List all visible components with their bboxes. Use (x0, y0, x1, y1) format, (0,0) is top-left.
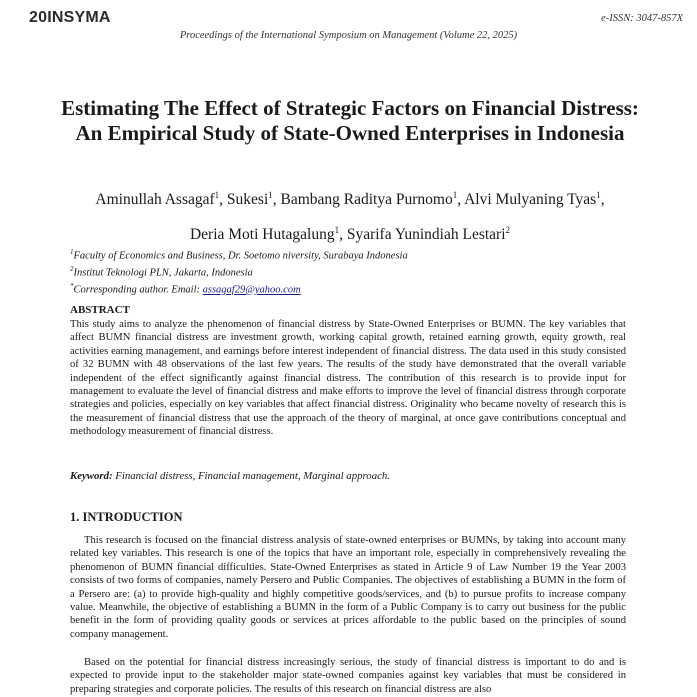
author-name: Syarifa Yunindiah Lestari (346, 226, 506, 244)
author-name: Sukesi (226, 191, 269, 209)
paragraph: This research is focused on the financial distress analysis of state-owned enterprises or BUMNs, by taking into account many related key variables. This research is one of the topics that have an important role, especially in comprehensively revealing the phenomenon of BUMN financial difficulties. State-Owned Enterprises as stated in Article 9 of Law Number 19 the Year 2003 consists of two forms of companies, namely Persero and Public Companies. The objectives of establishing a BUMN in the form of a Persero are: (a) to provide high-quality and highly competitive goods/services, and (b) to pursue profits to increase company value. Meanwhile, the objective of establishing a BUMN in the form of a Public Company is to carry out business for the public benefit in the form of providing quality goods or services at prices affordable to the public based on the principles of sound company management. (70, 535, 626, 640)
section-heading-introduction: 1. INTRODUCTION (70, 510, 183, 524)
abstract-body: This study aims to analyze the phenomenon of financial distress by State-Owned Enterprises or BUMN. The key variables that affect BUMN financial distress are investment growth, working capital growth, retained earning growth, equity growth, real activities earning management, and earnings before interest independent of financial distress. The data used in this study consisted of 32 BUMN with 48 observations of the last few years. The results of the study have demonstrated that the overall variable independent of the effect significantly against financial distress. The contribution of this research is to provide input for management to evaluate the level of financial distress and make efforts to improve the level of financial distress through corporate strategies and policies, especially on key variables that affect financial distress. Originality who became novelty of research this is the measurement of financial distress that use the approach of the theory of marginal, at once gave contributions conceptual and methodology measurement of financial distress. (70, 319, 626, 438)
affiliation-line (70, 263, 630, 280)
author-affil-sup: 1 (334, 225, 340, 236)
affil-sup: 1 (70, 248, 74, 256)
author-name: Bambang Raditya Purnomo (280, 191, 453, 209)
paper-title: Estimating The Effect of Strategic Factors on Financial Distress: An Empirical Study of State-Owned Enterprises in Indonesia (61, 96, 639, 145)
keywords (70, 470, 626, 482)
author-list: Aminullah Assagaf$^1$, Sukesi$^1$, Bambang Raditya Purnomo$^1$, Alvi Mulyaning Tyas$^1$, Deria Moti Hutagalung$^1$, Syarifa Yunindiah Lestari$^2$ (95, 190, 605, 244)
author-affil-sup: 1 (214, 190, 220, 200)
conference-logo: 20INSYMA (29, 9, 111, 26)
affil-text: Corresponding author. Email: (73, 284, 203, 296)
affiliations (70, 246, 630, 297)
abstract-heading: ABSTRACT (70, 304, 130, 316)
author-affil-sup: 1 (596, 190, 601, 200)
affil-text: Faculty of Economics and Business, Dr. Soetomo niversity, Surabaya Indonesia (73, 250, 408, 262)
author-name: Aminullah Assagaf (95, 191, 215, 209)
affil-sup: 2 (70, 265, 74, 273)
author-name: Alvi Mulyaning Tyas (464, 191, 597, 209)
author-affil-sup: 2 (505, 225, 511, 236)
email-link[interactable]: assagaf29@yahoo.com (202, 284, 301, 296)
proceedings-header: Proceedings of the International Symposium on Management (Volume 22, 2025) (179, 30, 518, 41)
affil-text: Institut Teknologi PLN, Jakarta, Indonesia (73, 267, 253, 279)
affiliation-line (70, 246, 630, 263)
author-name: Deria Moti Hutagalung (189, 226, 335, 244)
keywords-label: Keyword: (70, 470, 113, 482)
author-affil-sup: 1 (268, 190, 273, 200)
author-affil-sup: 1 (452, 190, 458, 200)
issn-label: e-ISSN: 3047-857X (601, 13, 683, 24)
paragraph: Based on the potential for financial distress increasingly serious, the study of financial distress is important to do and is expected to provide input to the stakeholder major state-owned companies against key variables that must be considered in preparing strategies and corporate policies. The results of this research on financial distress are also (70, 657, 626, 695)
keywords-text: Financial distress, Financial management, Marginal approach. (112, 470, 390, 482)
corresponding-author-line (70, 280, 630, 297)
affil-sup: * (70, 282, 74, 290)
